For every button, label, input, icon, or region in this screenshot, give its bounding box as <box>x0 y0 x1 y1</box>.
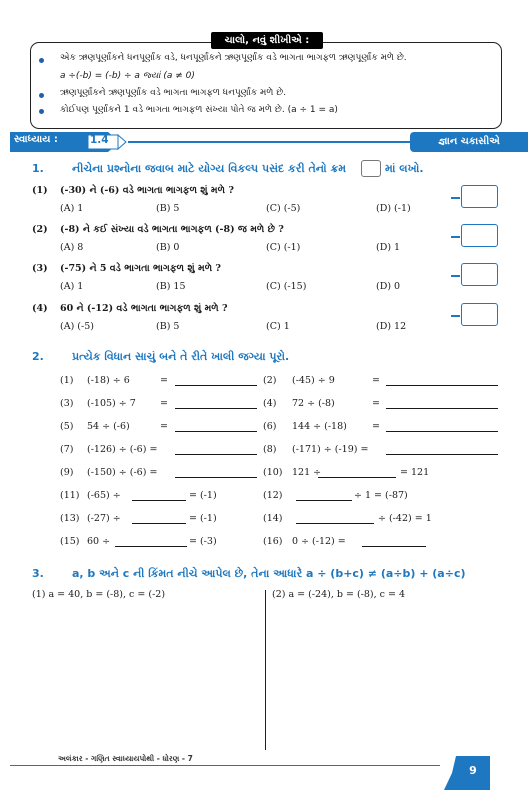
item-equals: = <box>160 421 168 432</box>
learn-line-2: a ÷(-b) = (-b) ÷ a જ્યાં (a ≠ 0) <box>60 71 195 81</box>
item-number: (14) <box>263 513 283 524</box>
option-b[interactable]: (B) 5 <box>156 321 180 332</box>
learn-line-3: ઋણપૂર્ણાંકને ઋણપૂર્ણાંક વડે ભાગતા ભાગફળ ધનપૂર્ણાંક મળે છે. <box>60 88 287 98</box>
answer-box-4[interactable] <box>461 303 498 326</box>
case-1: (1) a = 40, b = (-8), c = (-2) <box>32 589 166 600</box>
blank-line[interactable] <box>175 385 257 386</box>
item-number: (9) <box>60 467 74 478</box>
item-number: (6) <box>263 421 277 432</box>
blank-line[interactable] <box>175 431 257 432</box>
item-equals: ÷ 1 = (-87) <box>354 490 408 501</box>
section-1-title: નીચેના પ્રશ્નોના જવાબ માટે યોગ્ય વિકલ્પ પસંદ કરી તેનો ક્રમ <box>72 162 347 175</box>
option-b[interactable]: (B) 0 <box>156 242 180 253</box>
footer-flag-icon <box>440 756 456 790</box>
option-a[interactable]: (A) (-5) <box>60 321 94 332</box>
item-expression: (-27) ÷ <box>87 513 121 524</box>
item-number: (12) <box>263 490 283 501</box>
section-2-number: 2. <box>32 350 44 363</box>
answer-dash <box>451 197 460 199</box>
question-text: (-8) ને કઈ સંખ્યા વડે ભાગતા ભાગફળ (-8) જ મળે છે ? <box>60 224 284 235</box>
option-c[interactable]: (C) (-5) <box>266 203 301 214</box>
answer-box-2[interactable] <box>461 224 498 247</box>
blank-line[interactable] <box>296 500 352 501</box>
item-number: (8) <box>263 444 277 455</box>
item-equals: ÷ (-42) = 1 <box>378 513 432 524</box>
blank-line[interactable] <box>175 477 257 478</box>
blank-line[interactable] <box>175 454 257 455</box>
item-expression: (-65) ÷ <box>87 490 121 501</box>
section-1-title-end: માં લખો. <box>385 162 424 175</box>
blank-line[interactable] <box>132 523 186 524</box>
option-b[interactable]: (B) 15 <box>156 281 186 292</box>
option-d[interactable]: (D) 12 <box>376 321 407 332</box>
item-number: (13) <box>60 513 80 524</box>
answer-box-1[interactable] <box>461 185 498 208</box>
option-b[interactable]: (B) 5 <box>156 203 180 214</box>
option-d[interactable]: (D) 1 <box>376 242 401 253</box>
item-number: (11) <box>60 490 80 501</box>
learn-line-4: કોઈપણ પૂર્ણાંકને 1 વડે ભાગતા ભાગફળ સંખ્યા પોતે જ મળે છે. (a ÷ 1 = a) <box>60 105 338 115</box>
item-equals: = <box>372 398 380 409</box>
bullet-icon <box>39 93 44 98</box>
item-equals: = <box>372 421 380 432</box>
item-expression: 0 ÷ (-12) = <box>292 536 346 547</box>
question-text: 60 ને (-12) વડે ભાગતા ભાગફળ શું મળે ? <box>60 303 228 314</box>
option-a[interactable]: (A) 1 <box>60 281 84 292</box>
item-equals: = 121 <box>400 467 430 478</box>
item-expression: (-18) ÷ 6 <box>87 375 130 386</box>
item-expression: 72 ÷ (-8) <box>292 398 335 409</box>
item-expression: 54 ÷ (-6) <box>87 421 130 432</box>
option-d[interactable]: (D) 0 <box>376 281 401 292</box>
item-number: (3) <box>60 398 74 409</box>
case-2: (2) a = (-24), b = (-8), c = 4 <box>272 589 406 600</box>
answer-dash <box>451 315 460 317</box>
item-number: (16) <box>263 536 283 547</box>
blank-line[interactable] <box>132 500 186 501</box>
item-expression: 144 ÷ (-18) <box>292 421 347 432</box>
section-3-number: 3. <box>32 567 44 580</box>
item-equals: = <box>160 398 168 409</box>
footer-line <box>10 765 440 766</box>
item-expression: 60 ÷ <box>87 536 111 547</box>
exercise-label: સ્વાધ્યાય : <box>14 134 58 145</box>
exercise-number: 1.4 <box>90 134 109 146</box>
option-a[interactable]: (A) 8 <box>60 242 84 253</box>
question-text: (-75) ને 5 વડે ભાગતા ભાગફળ શું મળે ? <box>60 263 221 274</box>
item-number: (1) <box>60 375 74 386</box>
item-number: (5) <box>60 421 74 432</box>
item-equals: = (-1) <box>189 490 217 501</box>
answer-box-3[interactable] <box>461 263 498 286</box>
item-equals: = (-3) <box>189 536 217 547</box>
item-number: (7) <box>60 444 74 455</box>
item-number: (10) <box>263 467 283 478</box>
question-number: (3) <box>32 263 48 274</box>
item-equals: = <box>160 375 168 386</box>
option-c[interactable]: (C) 1 <box>266 321 290 332</box>
blank-line[interactable] <box>386 408 498 409</box>
item-number: (4) <box>263 398 277 409</box>
blank-line[interactable] <box>386 385 498 386</box>
knowledge-check-badge: જ્ઞાન ચકાસીએ <box>410 132 528 152</box>
blank-line[interactable] <box>362 546 426 547</box>
item-number: (2) <box>263 375 277 386</box>
question-text: (-30) ને (-6) વડે ભાગતા ભાગફળ શું મળે ? <box>60 185 234 196</box>
question-number: (1) <box>32 185 48 196</box>
answer-dash <box>451 236 460 238</box>
item-equals: = (-1) <box>189 513 217 524</box>
blank-line[interactable] <box>175 408 257 409</box>
item-expression: (-45) ÷ 9 <box>292 375 335 386</box>
blank-line[interactable] <box>386 431 498 432</box>
blank-line[interactable] <box>318 477 396 478</box>
item-expression: (-126) ÷ (-6) = <box>87 444 158 455</box>
header-divider <box>128 141 410 143</box>
option-c[interactable]: (C) (-15) <box>266 281 307 292</box>
blank-line[interactable] <box>296 523 374 524</box>
item-expression: (-150) ÷ (-6) = <box>87 467 158 478</box>
section-1-number: 1. <box>32 162 44 175</box>
item-expression: 121 ÷ <box>292 467 322 478</box>
bullet-icon <box>39 109 44 114</box>
learn-title: ચાલો, નવું શીખીએ : <box>211 32 323 49</box>
section-2-title: પ્રત્યેક વિધાન સાચું બને તે રીતે ખાલી જગ્યા પૂરો. <box>72 350 290 363</box>
option-d[interactable]: (D) (-1) <box>376 203 411 214</box>
item-equals: = <box>372 375 380 386</box>
blank-line[interactable] <box>115 546 187 547</box>
answer-dash <box>451 275 460 277</box>
blank-line[interactable] <box>386 454 498 455</box>
question-number: (2) <box>32 224 48 235</box>
option-c[interactable]: (C) (-1) <box>266 242 301 253</box>
answer-key-box <box>361 160 381 177</box>
column-divider <box>265 590 266 750</box>
section-3-title: a, b અને c ની કિંમત નીચે આપેલ છે, તેના આધારે a ÷ (b+c) ≠ (a÷b) + (a÷c) <box>72 567 466 580</box>
bullet-icon <box>39 58 44 63</box>
question-number: (4) <box>32 303 48 314</box>
learn-line-1: એક ઋણપૂર્ણાંકને ધનપૂર્ણાંક વડે, ધનપૂર્ણાંકને ઋણપૂર્ણાંક વડે ભાગતા ભાગફળ ઋણપૂર્ણાંક મળે છે. <box>60 53 407 63</box>
footer-text: અલંકાર - ગણિત સ્વાધ્યાયપોથી - ધોરણ - 7 <box>58 754 193 763</box>
item-expression: (-105) ÷ 7 <box>87 398 136 409</box>
option-a[interactable]: (A) 1 <box>60 203 84 214</box>
page-number: 9 <box>456 756 490 790</box>
item-expression: (-171) ÷ (-19) = <box>292 444 369 455</box>
item-number: (15) <box>60 536 80 547</box>
